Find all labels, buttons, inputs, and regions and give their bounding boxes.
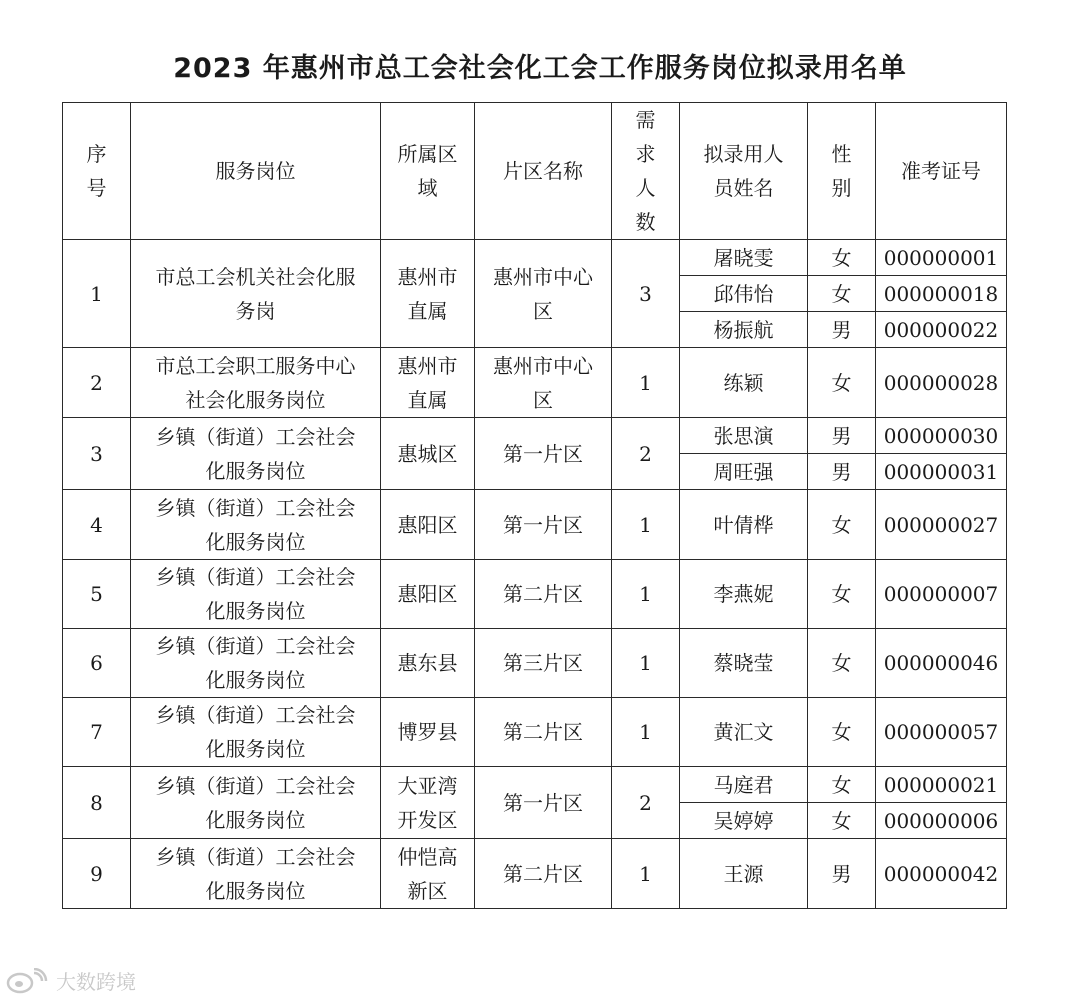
name-cell: 周旺强 [680,454,808,490]
gender-cell: 女 [808,240,876,276]
gender-cell: 女 [808,560,876,629]
area-cell: 惠州市中心区 [475,348,612,418]
district-cell: 惠东县 [381,629,475,698]
document-title: 2023 年惠州市总工会社会化工会工作服务岗位拟录用名单 [173,53,907,84]
demand-cell: 1 [612,560,680,629]
district-cell: 惠州市直属 [381,348,475,418]
position-cell: 乡镇（街道）工会社会化服务岗位 [131,418,381,490]
area-cell: 第二片区 [475,698,612,767]
header-demand: 需求人数 [612,103,680,240]
ticket-cell: 000000001 [876,240,1007,276]
name-cell: 王源 [680,839,808,909]
watermark [6,966,136,995]
district-cell: 仲恺高新区 [381,839,475,909]
table-row [63,560,1007,629]
district-cell: 大亚湾开发区 [381,767,475,839]
table-row [63,839,1007,909]
ticket-cell: 000000028 [876,348,1007,418]
gender-cell: 女 [808,348,876,418]
header-name: 拟录用人员姓名 [680,103,808,240]
name-cell: 练颖 [680,348,808,418]
header-ticket: 准考证号 [876,103,1007,240]
gender-cell: 女 [808,767,876,803]
seq-cell: 8 [63,767,131,839]
table-row [63,629,1007,698]
gender-cell: 男 [808,454,876,490]
seq-cell: 9 [63,839,131,909]
name-cell: 吴婷婷 [680,803,808,839]
position-cell: 乡镇（街道）工会社会化服务岗位 [131,560,381,629]
gender-cell: 男 [808,418,876,454]
seq-cell: 3 [63,418,131,490]
gender-cell: 男 [808,312,876,348]
position-cell: 市总工会职工服务中心社会化服务岗位 [131,348,381,418]
demand-cell: 2 [612,767,680,839]
ticket-cell: 000000006 [876,803,1007,839]
header-seq: 序号 [63,103,131,240]
name-cell: 杨振航 [680,312,808,348]
gender-cell: 女 [808,276,876,312]
demand-cell: 3 [612,240,680,348]
ticket-cell: 000000022 [876,312,1007,348]
table-row [63,490,1007,560]
table-row [63,418,1007,454]
position-cell: 乡镇（街道）工会社会化服务岗位 [131,767,381,839]
ticket-cell: 000000046 [876,629,1007,698]
ticket-cell: 000000007 [876,560,1007,629]
name-cell: 蔡晓莹 [680,629,808,698]
name-cell: 马庭君 [680,767,808,803]
district-cell: 惠阳区 [381,560,475,629]
hiring-list-table [62,102,1007,909]
name-cell: 黄汇文 [680,698,808,767]
table-row [63,240,1007,276]
header-district: 所属区域 [381,103,475,240]
area-cell: 第一片区 [475,490,612,560]
gender-cell: 女 [808,698,876,767]
district-cell: 博罗县 [381,698,475,767]
area-cell: 第三片区 [475,629,612,698]
seq-cell: 5 [63,560,131,629]
ticket-cell: 000000021 [876,767,1007,803]
name-cell: 屠晓雯 [680,240,808,276]
gender-cell: 女 [808,803,876,839]
gender-cell: 女 [808,490,876,560]
name-cell: 张思演 [680,418,808,454]
seq-cell: 1 [63,240,131,348]
ticket-cell: 000000027 [876,490,1007,560]
name-cell: 李燕妮 [680,560,808,629]
position-cell: 乡镇（街道）工会社会化服务岗位 [131,839,381,909]
table-row [63,767,1007,803]
seq-cell: 7 [63,698,131,767]
table-row [63,698,1007,767]
name-cell: 邱伟怡 [680,276,808,312]
ticket-cell: 000000057 [876,698,1007,767]
watermark-text: 大数跨境 [56,970,136,994]
ticket-cell: 000000042 [876,839,1007,909]
seq-cell: 4 [63,490,131,560]
table-header-row [63,103,1007,240]
demand-cell: 1 [612,490,680,560]
district-cell: 惠城区 [381,418,475,490]
district-cell: 惠阳区 [381,490,475,560]
ticket-cell: 000000018 [876,276,1007,312]
area-cell: 第二片区 [475,839,612,909]
district-cell: 惠州市直属 [381,240,475,348]
name-cell: 叶倩桦 [680,490,808,560]
demand-cell: 1 [612,839,680,909]
area-cell: 第二片区 [475,560,612,629]
header-area: 片区名称 [475,103,612,240]
ticket-cell: 000000030 [876,418,1007,454]
table-row [63,348,1007,418]
gender-cell: 女 [808,629,876,698]
area-cell: 第一片区 [475,418,612,490]
header-position: 服务岗位 [131,103,381,240]
position-cell: 乡镇（街道）工会社会化服务岗位 [131,698,381,767]
position-cell: 市总工会机关社会化服务岗 [131,240,381,348]
table-body [63,240,1007,909]
demand-cell: 1 [612,698,680,767]
seq-cell: 2 [63,348,131,418]
position-cell: 乡镇（街道）工会社会化服务岗位 [131,490,381,560]
weibo-logo-icon [6,968,50,994]
position-cell: 乡镇（街道）工会社会化服务岗位 [131,629,381,698]
area-cell: 惠州市中心区 [475,240,612,348]
gender-cell: 男 [808,839,876,909]
seq-cell: 6 [63,629,131,698]
demand-cell: 1 [612,348,680,418]
ticket-cell: 000000031 [876,454,1007,490]
area-cell: 第一片区 [475,767,612,839]
demand-cell: 2 [612,418,680,490]
header-gender: 性别 [808,103,876,240]
demand-cell: 1 [612,629,680,698]
